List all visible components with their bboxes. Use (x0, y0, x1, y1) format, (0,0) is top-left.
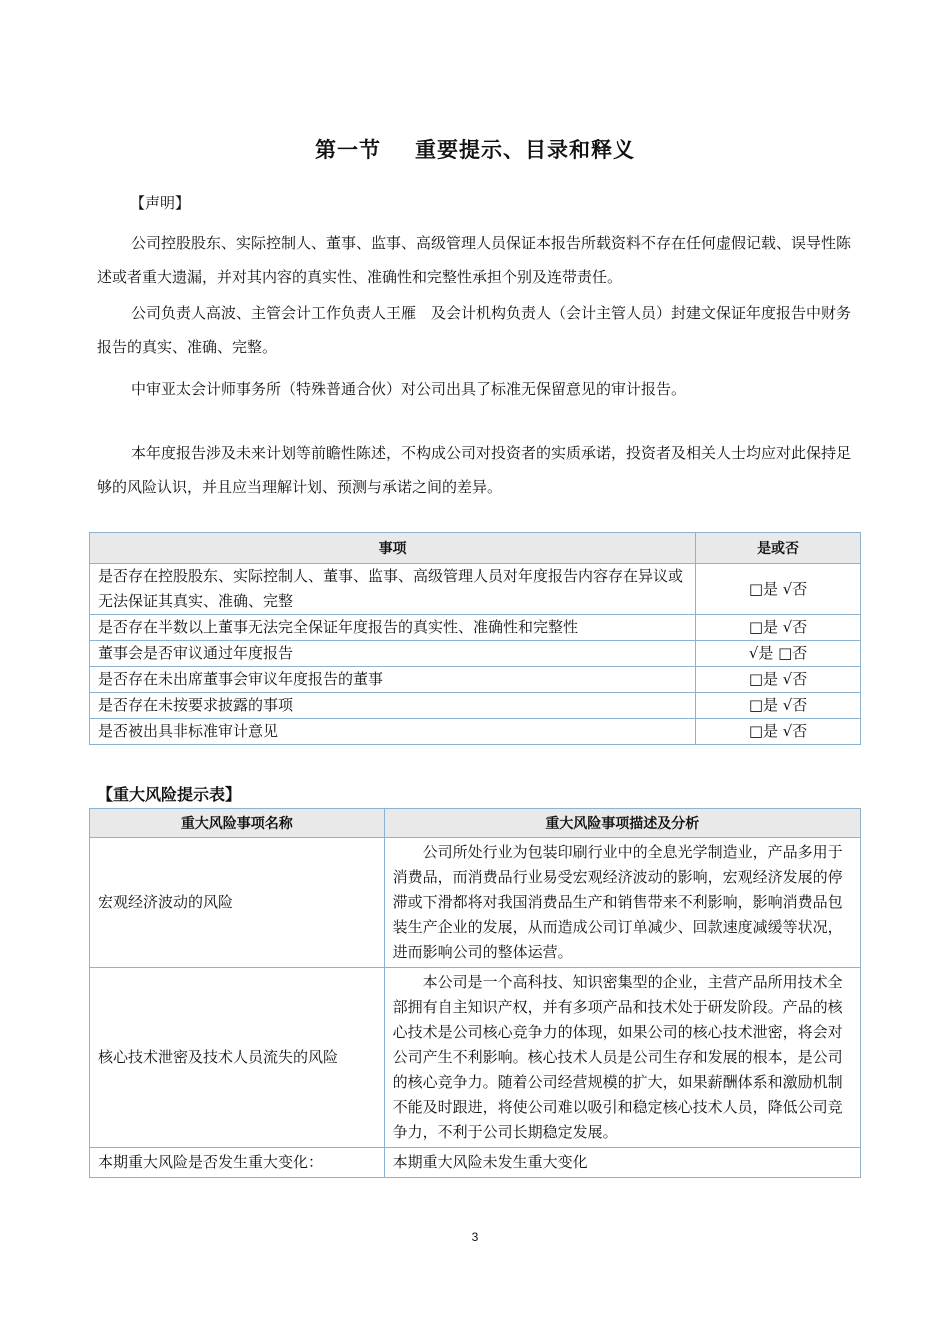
item-cell: 是否存在未出席董事会审议年度报告的董事 (90, 667, 696, 693)
table-header-row (90, 533, 861, 564)
table-row (90, 693, 861, 719)
item-cell: 董事会是否审议通过年度报告 (90, 641, 696, 667)
risk-desc-cell: 本公司是一个高科技、知识密集型的企业，主营产品所用技术全部拥有自主知识产权，并有多项产品和技术处于研发阶段。产品的核心技术是公司核心竞争力的体现，如果公司的核心技术泄密，将会对公司产生不利影响。核心技术人员是公司生存和发展的根本，是公司的核心竞争力。随着公司经营规模的扩大，如果薪酬体系和激励机制不能及时跟进，将使公司难以吸引和稳定核心技术人员，降低公司竞争力，不利于公司长期稳定发展。 (384, 968, 860, 1148)
page-number: 3 (471, 1230, 479, 1244)
paragraph-guarantee: 公司控股股东、实际控制人、董事、监事、高级管理人员保证本报告所载资料不存在任何虚假记载、误导性陈述或者重大遗漏，并对其内容的真实性、准确性和完整性承担个别及连带责任。 (97, 234, 852, 286)
table-row (90, 641, 861, 667)
table-row (90, 564, 861, 615)
risk-name-cell: 核心技术泄密及技术人员流失的风险 (90, 968, 385, 1148)
answer-cell: □是 √否 (696, 719, 861, 745)
column-header-item: 事项 (90, 533, 696, 564)
section-number: 第一节 (315, 138, 381, 162)
answer-cell: √是 □否 (696, 641, 861, 667)
column-header-risk-desc: 重大风险事项描述及分析 (384, 809, 860, 838)
table-row (90, 1148, 861, 1178)
column-header-risk-name: 重大风险事项名称 (90, 809, 385, 838)
answer-cell: □是 √否 (696, 564, 861, 615)
item-cell: 是否存在控股股东、实际控制人、董事、监事、高级管理人员对年度报告内容存在异议或无法保证其真实、准确、完整 (90, 564, 696, 615)
answer-cell: □是 √否 (696, 667, 861, 693)
section-title (0, 134, 950, 164)
risk-change-label: 本期重大风险是否发生重大变化： (90, 1148, 385, 1178)
risk-name-cell: 宏观经济波动的风险 (90, 838, 385, 968)
paragraph-responsible-persons: 公司负责人高波、主管会计工作负责人王雁 及会计机构负责人（会计主管人员）封建文保证年度报告中财务报告的真实、准确、完整。 (97, 304, 852, 356)
item-cell: 是否存在未按要求披露的事项 (90, 693, 696, 719)
item-cell: 是否被出具非标准审计意见 (90, 719, 696, 745)
declaration-label: 【声明】 (130, 194, 191, 212)
answer-cell: □是 √否 (696, 693, 861, 719)
paragraph-auditor: 中审亚太会计师事务所（特殊普通合伙）对公司出具了标准无保留意见的审计报告。 (131, 380, 687, 398)
risk-change-value: 本期重大风险未发生重大变化 (384, 1148, 860, 1178)
table-row (90, 667, 861, 693)
table-row (90, 615, 861, 641)
item-cell: 是否存在半数以上董事无法完全保证年度报告的真实性、准确性和完整性 (90, 615, 696, 641)
section-name: 重要提示、目录和释义 (415, 138, 635, 162)
paragraph-forward-looking: 本年度报告涉及未来计划等前瞻性陈述，不构成公司对投资者的实质承诺，投资者及相关人士均应对此保持足够的风险认识，并且应当理解计划、预测与承诺之间的差异。 (97, 444, 852, 496)
column-header-answer: 是或否 (696, 533, 861, 564)
table-header-row (90, 809, 861, 838)
table-row (90, 719, 861, 745)
answer-cell: □是 √否 (696, 615, 861, 641)
risk-desc-cell: 公司所处行业为包装印刷行业中的全息光学制造业，产品多用于消费品，而消费品行业易受宏观经济波动的影响，宏观经济发展的停滞或下滑都将对我国消费品生产和销售带来不利影响，影响消费品包装生产企业的发展，从而造成公司订单减少、回款速度减缓等状况，进而影响公司的整体运营。 (384, 838, 860, 968)
table-row (90, 968, 861, 1148)
table-row (90, 838, 861, 968)
risk-table (89, 808, 861, 1178)
risk-table-heading: 【重大风险提示表】 (97, 785, 242, 804)
confirmation-table (89, 532, 861, 745)
